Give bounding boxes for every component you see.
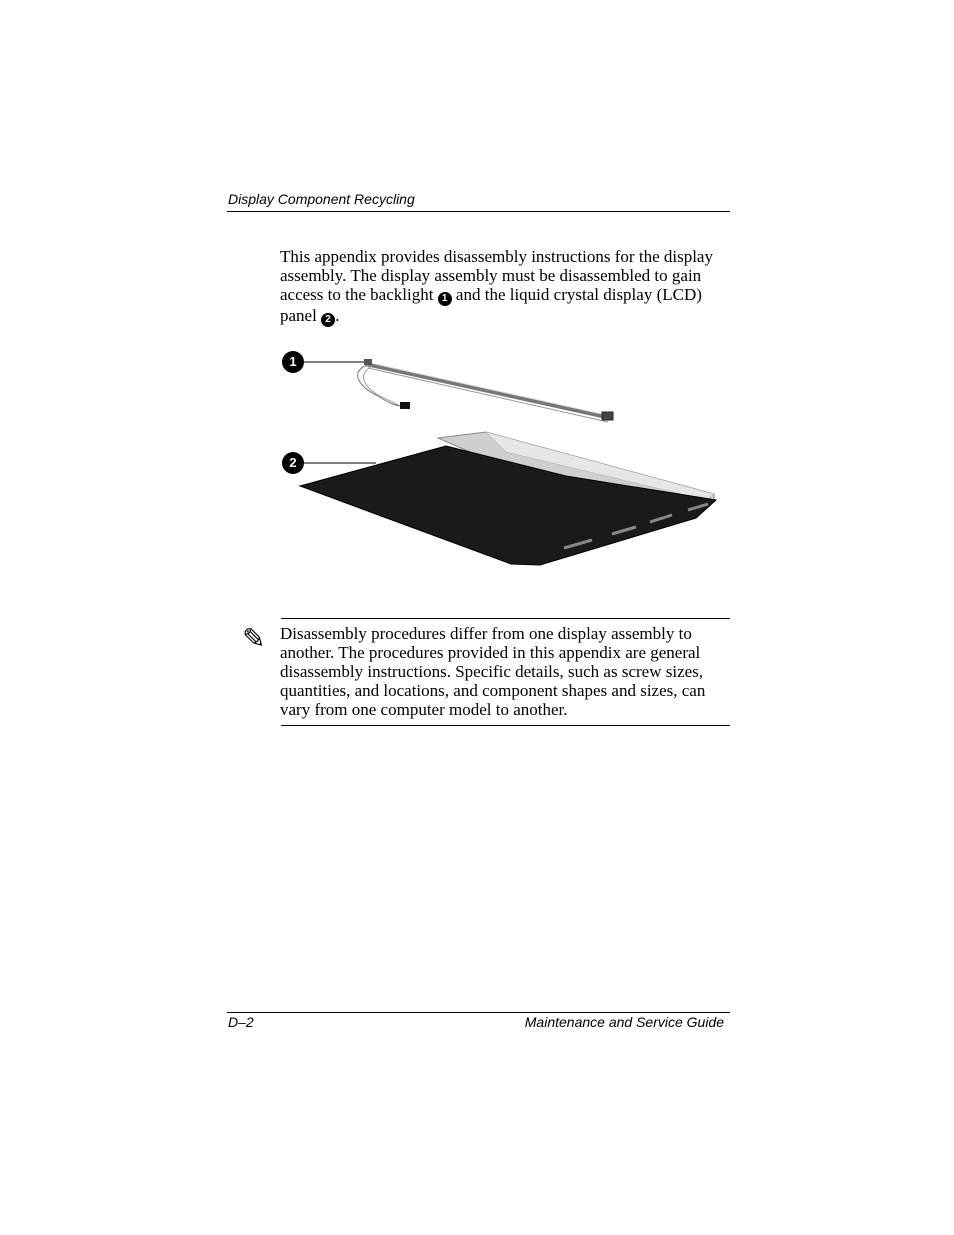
intro-text-1: This appendix provides disassembly instructions for the display assembly. The display assembly must be disassembled to gain access to the backlight [280,247,713,304]
callout-1-badge: 1 [282,351,304,373]
intro-paragraph [280,247,730,327]
running-header: Display Component Recycling [228,191,415,207]
callout-2-inline: 2 [321,313,335,327]
display-components-figure [276,340,726,580]
note-bottom-rule [281,725,730,726]
callout-1-inline: 1 [438,292,452,306]
note-top-rule [281,618,730,619]
footer-rule [227,1012,730,1013]
lcd-panel [300,432,716,565]
intro-text-3: . [335,306,340,325]
pencil-icon: ✎ [242,622,266,655]
intro-text-2: and the liquid crystal display (LCD) panel [280,285,702,325]
header-rule [227,211,730,212]
backlight [358,359,613,422]
display-components-illustration [276,340,726,580]
guide-title: Maintenance and Service Guide [524,1014,724,1030]
note-text: Disassembly procedures differ from one display assembly to another. The procedures provided in this appendix are general disassembly instructions. Specific details, such as screw sizes, quantities, and locations, and component shapes and sizes, can vary from one computer model to another. [280,624,706,719]
callout-2-badge: 2 [282,452,304,474]
page-number: D–2 [228,1014,254,1030]
